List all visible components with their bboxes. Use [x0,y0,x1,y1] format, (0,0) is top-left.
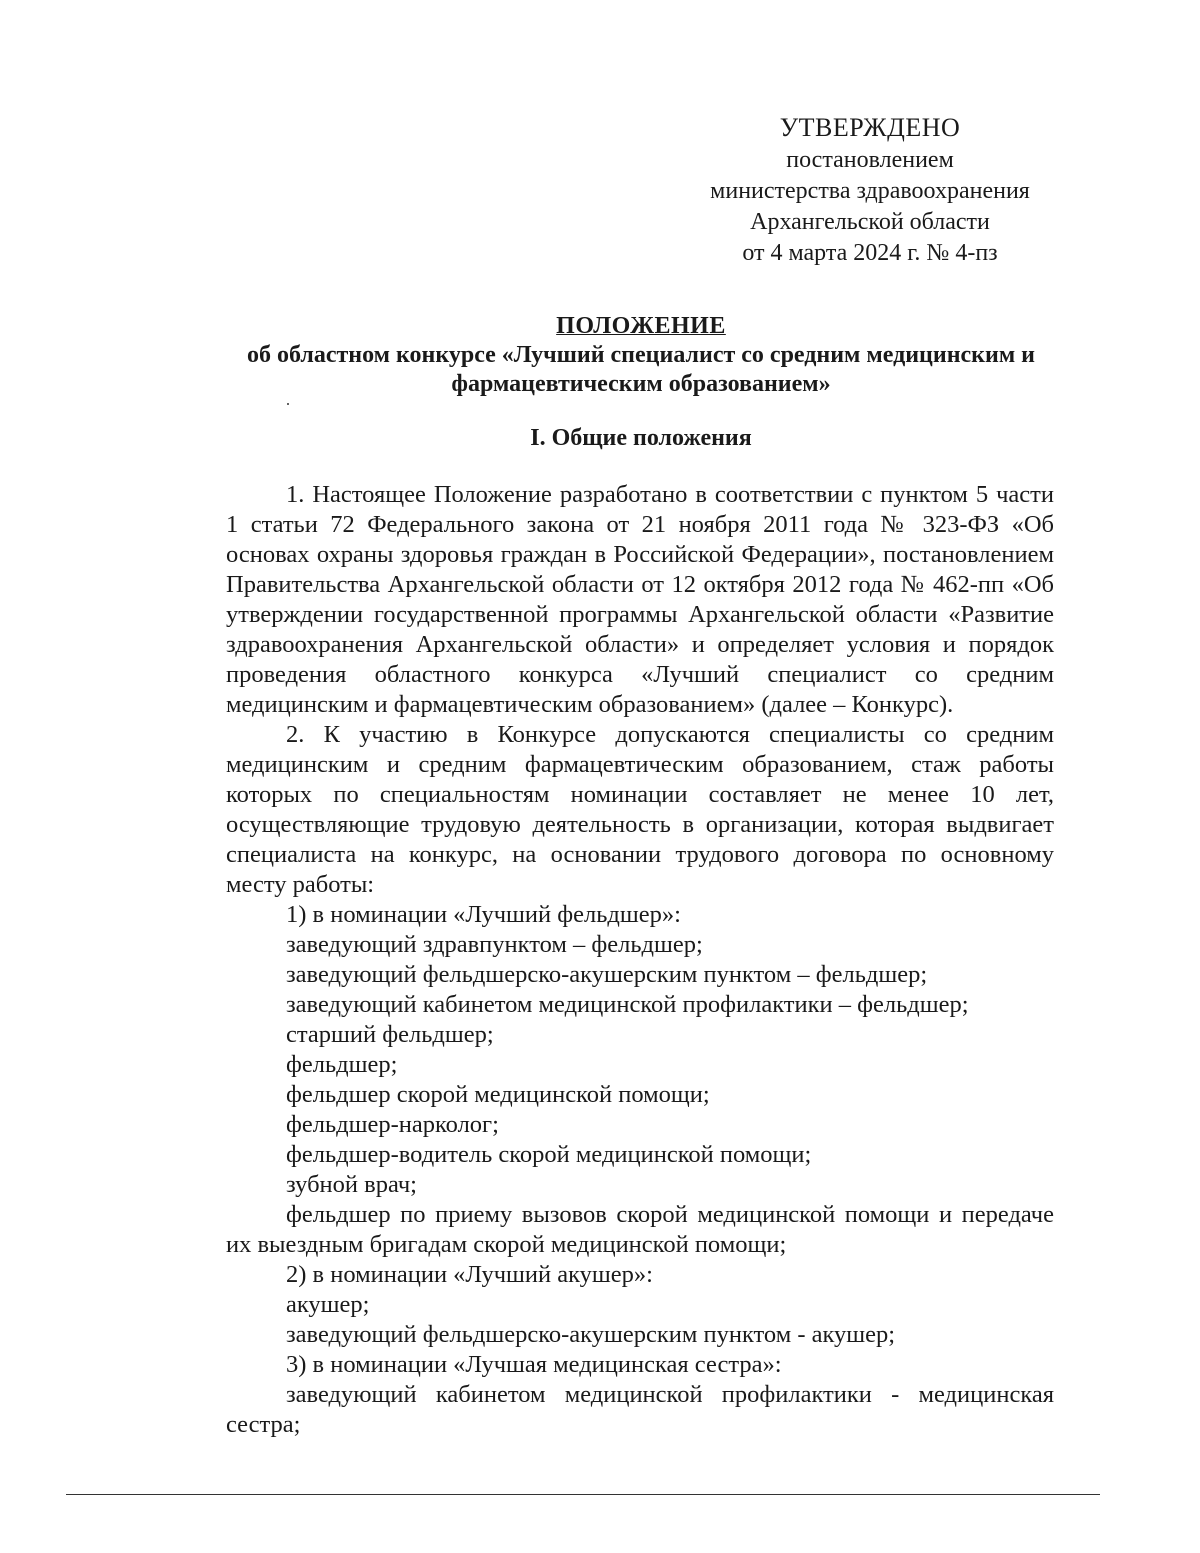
document-body [226,480,1054,1440]
approval-date-number: от 4 марта 2024 г. № 4-пз [742,240,998,266]
paragraph: 2. К участию в Конкурсе допускаются специалисты со средним медицинским и средним фармацевтическим образованием, стаж работы которых по специальностям номинации составляет не менее 10 лет, осуществляющие трудовую деятельность в организации, которая выдвигает специалиста на конкурс, на основании трудового договора по основному месту работы: [226,721,1054,898]
list-item: заведующий кабинетом медицинской профилактики - медицинская сестра; [226,1381,1054,1438]
list-item: 2) в номинации «Лучший акушер»: [286,1261,653,1288]
document-subtitle-line: фармацевтическим образованием» [451,371,831,397]
list-item: заведующий фельдшерско-акушерским пунктом – фельдшер; [286,961,928,988]
approval-stamp-block [690,112,1050,269]
list-item: акушер; [286,1291,370,1318]
list-item: фельдшер по приему вызовов скорой медицинской помощи и передаче их выездным бригадам скорой медицинской помощи; [226,1201,1054,1258]
list-item: заведующий здравпунктом – фельдшер; [286,931,703,958]
list-item: зубной врач; [286,1171,417,1198]
section-heading: I. Общие положения [530,425,752,451]
scan-speck [287,403,289,405]
list-item: фельдшер; [286,1051,398,1078]
list-item: фельдшер-нарколог; [286,1111,499,1138]
approval-line: министерства здравоохранения [710,178,1030,204]
list-item: фельдшер-водитель скорой медицинской помощи; [286,1141,812,1168]
approval-line: постановлением [786,147,954,173]
list-item: 1) в номинации «Лучший фельдшер»: [286,901,681,928]
footer-divider [66,1494,1100,1495]
document-title-block [226,312,1056,399]
document-subtitle-line: об областном конкурсе «Лучший специалист со средним медицинским и [246,342,1036,368]
approval-line: Архангельской области [750,209,990,235]
list-item: 3) в номинации «Лучшая медицинская сестра»: [286,1351,782,1378]
document-title: ПОЛОЖЕНИЕ [556,313,726,339]
list-item: старший фельдшер; [286,1021,494,1048]
list-item: заведующий фельдшерско-акушерским пунктом - акушер; [286,1321,896,1348]
list-item: заведующий кабинетом медицинской профилактики – фельдшер; [286,991,969,1018]
paragraph: 1. Настоящее Положение разработано в соответствии с пунктом 5 части 1 статьи 72 Федерального закона от 21 ноября 2011 года № 323-ФЗ «Об основах охраны здоровья граждан в Российской Федерации», постановлением Правительства Архангельской области от 12 октября 2012 года № 462-пп «Об утверждении государственной программы Архангельской области «Развитие здравоохранения Архангельской области» и определяет условия и порядок проведения областного конкурса «Лучший специалист со средним медицинским и фармацевтическим образованием» (далее – Конкурс). [226,481,1054,718]
approval-heading: УТВЕРЖДЕНО [779,113,961,142]
list-item: фельдшер скорой медицинской помощи; [286,1081,710,1108]
